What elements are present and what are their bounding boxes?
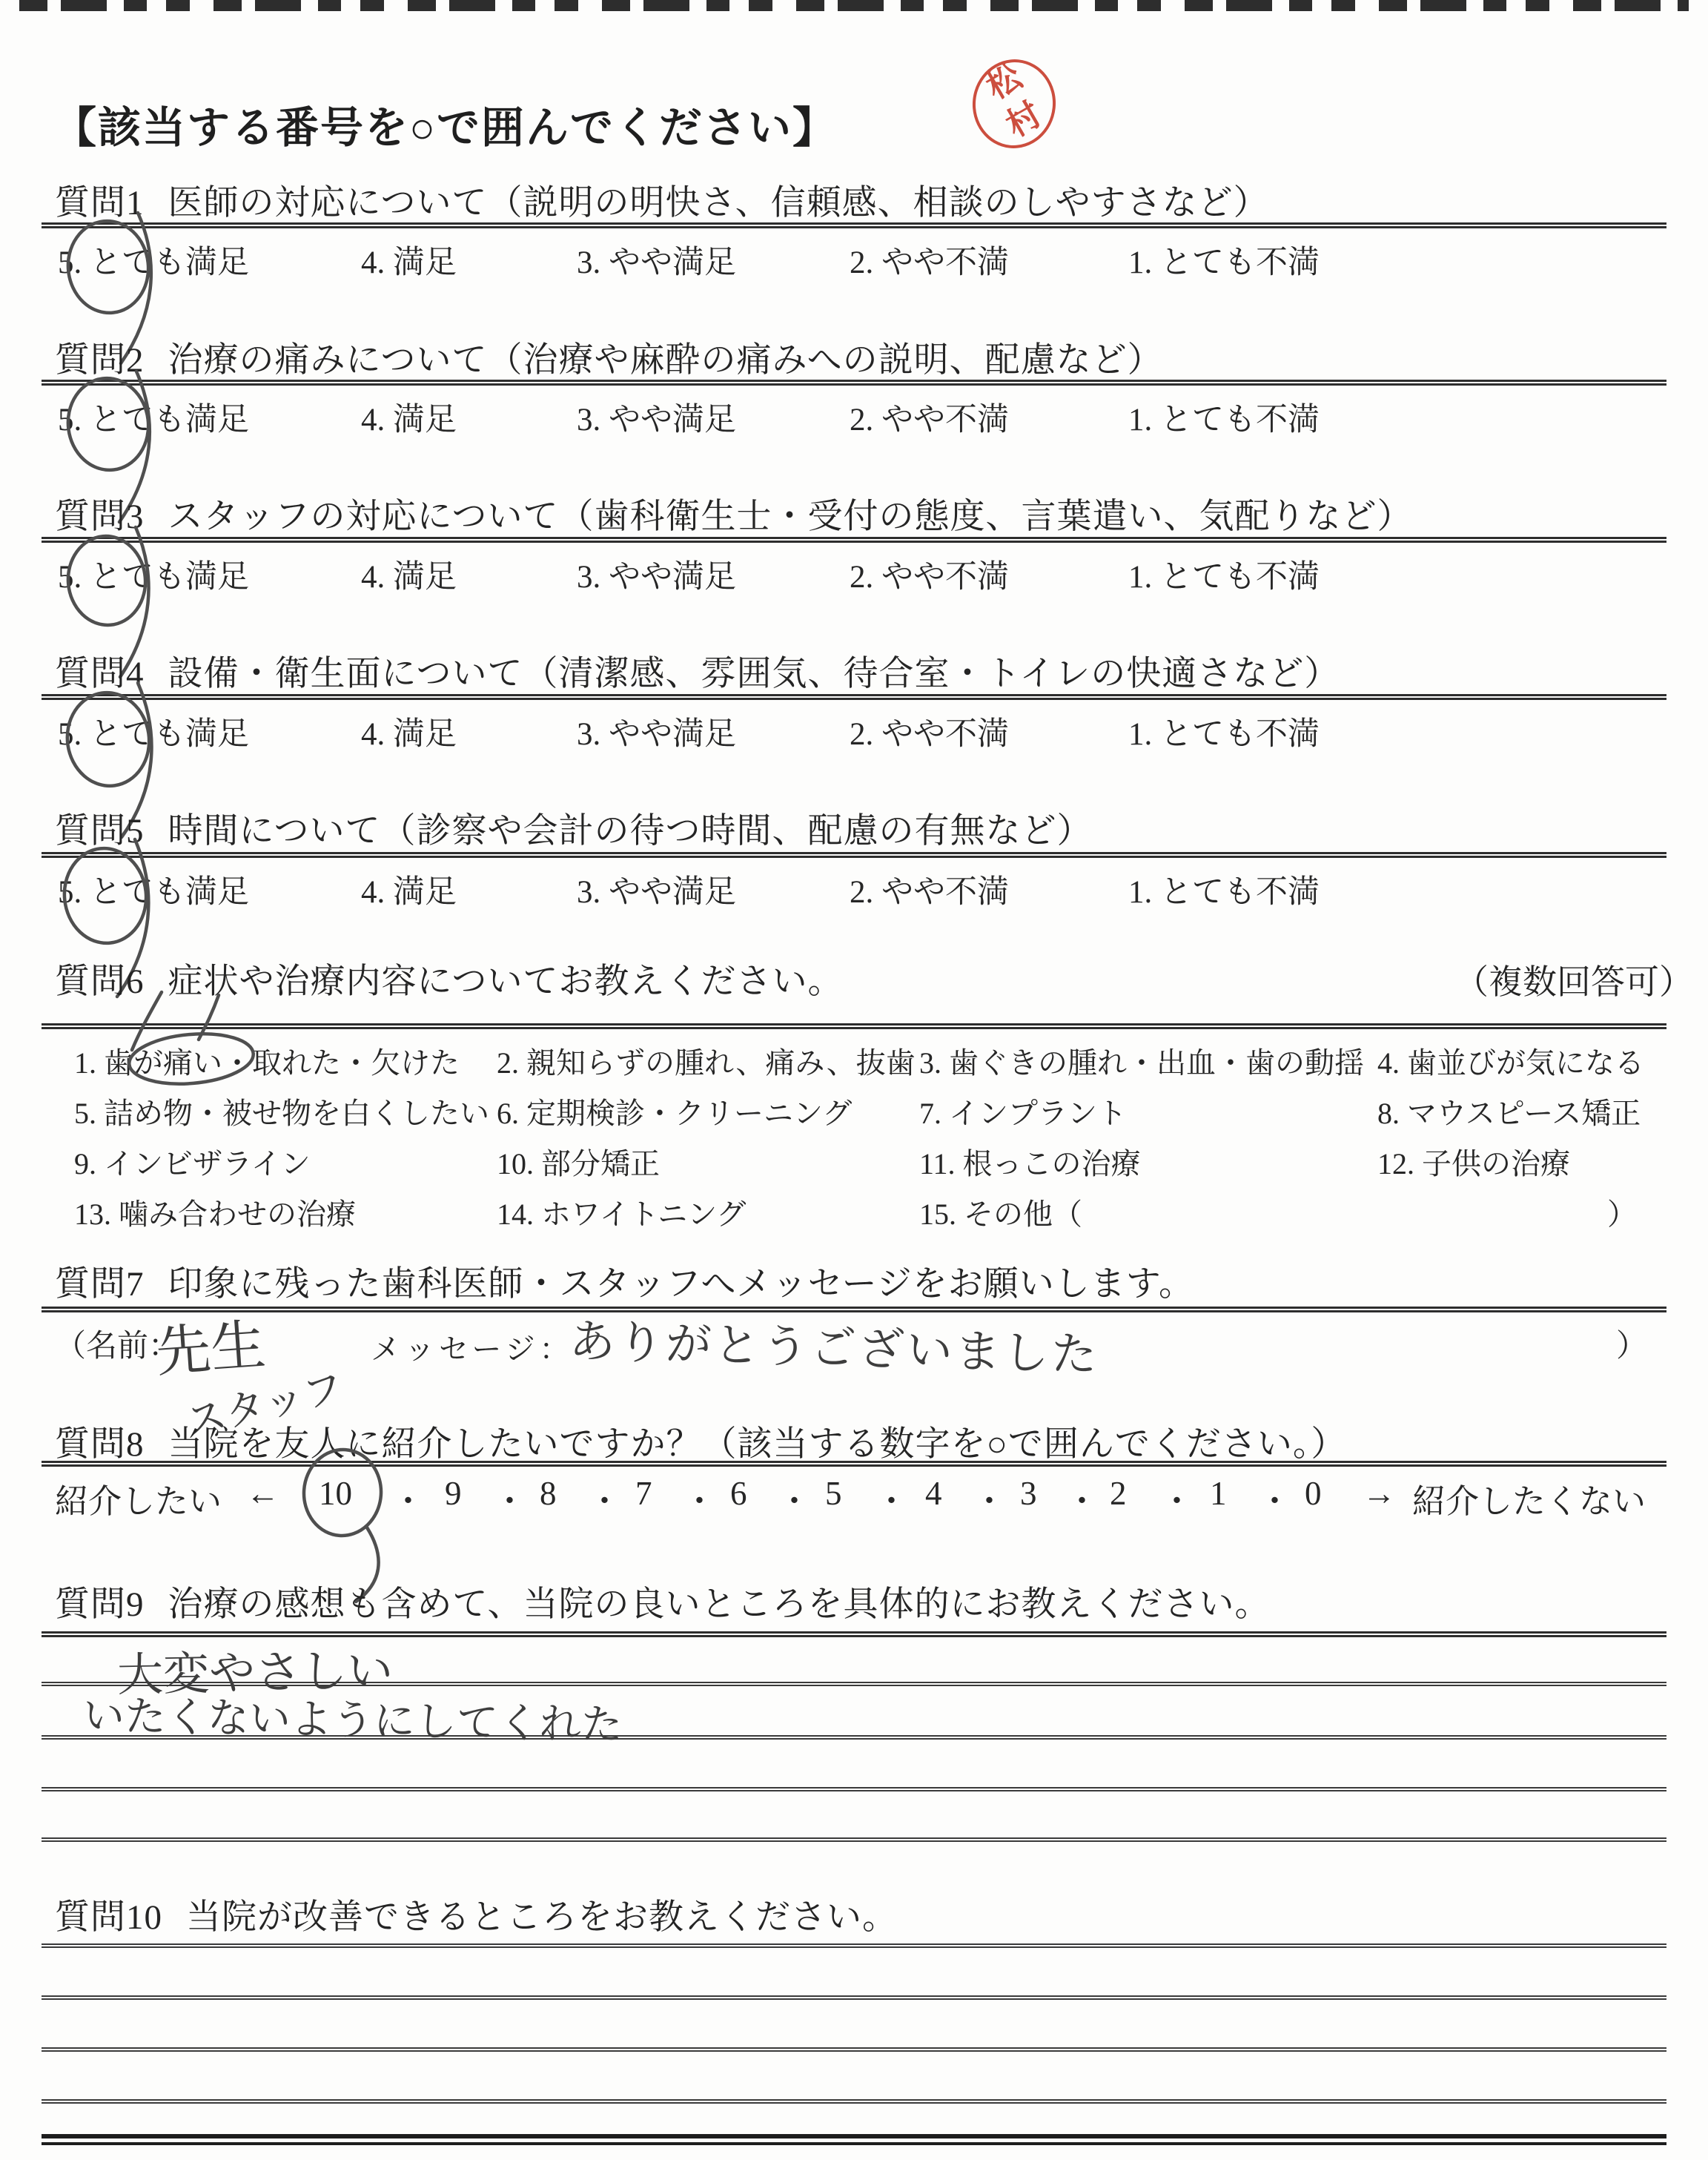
- handwritten-name-2[interactable]: スタッフ: [181, 1364, 348, 1446]
- question-9-header: [55, 1576, 1271, 1626]
- q2-option-5[interactable]: 5. とても満足: [58, 403, 249, 437]
- question-8-header: [55, 1416, 1346, 1466]
- question-5-label: 質問5: [55, 812, 145, 851]
- left-arrow-icon: ←: [246, 1475, 279, 1512]
- q7-close-paren: ）: [1616, 1330, 1648, 1364]
- q6-option-3[interactable]: 3. 歯ぐきの腫れ・出血・歯の動揺: [919, 1046, 1364, 1080]
- q2-option-4[interactable]: 4. 満足: [361, 403, 457, 437]
- nps-10[interactable]: 10: [319, 1475, 352, 1512]
- q1-option-1[interactable]: 1. とても不満: [1128, 245, 1320, 280]
- handwritten-circle-q6: [89, 986, 326, 1105]
- q2-option-3[interactable]: 3. やや満足: [577, 403, 736, 437]
- q3-option-3[interactable]: 3. やや満足: [577, 560, 736, 595]
- divider-rule: [42, 222, 1666, 228]
- q3-option-5[interactable]: 5. とても満足: [58, 560, 249, 595]
- question-9-title: 治療の感想も含めて、当院の良いところを具体的にお教えください。: [168, 1585, 1271, 1624]
- q10-answer-line[interactable]: [42, 2099, 1666, 2104]
- q2-option-1[interactable]: 1. とても不満: [1128, 403, 1320, 437]
- question-8-title: 当院を友人に紹介したいですか？（該当する数字を○で囲んでください。）: [168, 1425, 1347, 1464]
- question-4-header: [55, 646, 1340, 696]
- nps-6[interactable]: 6: [730, 1475, 747, 1512]
- nps-right-label: 紹介したくない: [1412, 1483, 1646, 1520]
- divider-rule: [42, 694, 1666, 700]
- question-9-label: 質問9: [55, 1585, 145, 1624]
- q6-option-6[interactable]: 6. 定期検診・クリーニング: [497, 1097, 853, 1130]
- q5-option-3[interactable]: 3. やや満足: [577, 875, 736, 910]
- divider-rule: [42, 537, 1666, 543]
- right-arrow-icon: →: [1363, 1475, 1396, 1512]
- stamp-char-1: 松: [980, 57, 1028, 107]
- q4-option-5[interactable]: 5. とても満足: [58, 717, 249, 752]
- multiple-answers-note: （複数回答可）: [1454, 963, 1693, 1001]
- dot-separator: ・: [1160, 1483, 1194, 1520]
- dot-separator: ・: [493, 1483, 527, 1520]
- q6-option-11[interactable]: 11. 根っこの治療: [919, 1147, 1141, 1180]
- q1-option-5[interactable]: 5. とても満足: [58, 245, 249, 280]
- q6-option-15-close-paren: ）: [1607, 1198, 1637, 1231]
- question-3-label: 質問3: [55, 498, 145, 536]
- nps-1[interactable]: 1: [1210, 1475, 1227, 1512]
- q3-option-4[interactable]: 4. 満足: [361, 560, 457, 595]
- q1-option-4[interactable]: 4. 満足: [361, 245, 457, 280]
- nps-2[interactable]: 2: [1110, 1475, 1127, 1512]
- handwritten-feedback-1[interactable]: 大変やさしい: [116, 1642, 394, 1702]
- q1-option-3[interactable]: 3. やや満足: [577, 245, 736, 280]
- q6-option-4[interactable]: 4. 歯並びが気になる: [1377, 1046, 1644, 1080]
- nps-3[interactable]: 3: [1020, 1475, 1037, 1512]
- q5-option-5[interactable]: 5. とても満足: [58, 875, 249, 910]
- question-5-header: [55, 803, 1093, 853]
- question-2-title: 治療の痛みについて（治療や麻酔の痛みへの説明、配慮など）: [168, 341, 1163, 380]
- q6-option-10[interactable]: 10. 部分矯正: [497, 1147, 660, 1180]
- q10-answer-line[interactable]: [42, 2047, 1666, 2052]
- q6-option-8[interactable]: 8. マウスピース矯正: [1377, 1097, 1641, 1130]
- question-10-label: 質問10: [55, 1898, 162, 1937]
- question-6-label: 質問6: [55, 962, 145, 1001]
- nps-8[interactable]: 8: [540, 1475, 557, 1512]
- scan-artifact-top: [19, 0, 1689, 11]
- q10-answer-line[interactable]: [42, 1995, 1666, 2000]
- dot-separator: ・: [391, 1483, 426, 1520]
- q9-answer-line[interactable]: [42, 1787, 1666, 1791]
- question-10-header: [55, 1889, 898, 1939]
- q6-option-2[interactable]: 2. 親知らずの腫れ、痛み、抜歯: [497, 1046, 916, 1080]
- question-8-label: 質問8: [55, 1425, 145, 1464]
- page-title: 【該当する番号を○で囲んでください】: [53, 103, 838, 152]
- q5-option-4[interactable]: 4. 満足: [361, 875, 457, 910]
- dot-separator: ・: [778, 1483, 812, 1520]
- q6-option-5[interactable]: 5. 詰め物・被せ物を白くしたい: [74, 1097, 489, 1130]
- nps-left-label: 紹介したい: [55, 1483, 222, 1520]
- question-5-title: 時間について（診察や会計の待つ時間、配慮の有無など）: [168, 812, 1093, 851]
- question-3-title: スタッフの対応について（歯科衛生士・受付の態度、言葉遣い、気配りなど）: [168, 498, 1413, 536]
- q6-option-12[interactable]: 12. 子供の治療: [1377, 1147, 1570, 1180]
- nps-9[interactable]: 9: [445, 1475, 462, 1512]
- q4-option-1[interactable]: 1. とても不満: [1128, 717, 1320, 752]
- nps-0[interactable]: 0: [1305, 1475, 1322, 1512]
- stamp-char-2: 村: [1000, 95, 1048, 145]
- question-2-header: [55, 332, 1163, 382]
- question-1-header: [55, 175, 1269, 225]
- page-bottom-rule: [42, 2134, 1666, 2145]
- question-10-title: 当院が改善できるところをお教えください。: [186, 1898, 898, 1937]
- q6-option-9[interactable]: 9. インビザライン: [74, 1147, 311, 1180]
- divider-rule: [42, 1461, 1666, 1467]
- q6-option-14[interactable]: 14. ホワイトニング: [497, 1198, 747, 1231]
- dot-separator: ・: [683, 1483, 717, 1520]
- handwritten-message[interactable]: ありがとうございました: [569, 1313, 1100, 1382]
- q6-option-1[interactable]: 1. 歯が痛い・取れた・欠けた: [74, 1046, 460, 1080]
- q6-option-7[interactable]: 7. インプラント: [919, 1097, 1127, 1130]
- q6-option-13[interactable]: 13. 噛み合わせの治療: [74, 1198, 356, 1231]
- q5-option-2[interactable]: 2. やや不満: [850, 875, 1009, 910]
- dot-separator: ・: [973, 1483, 1007, 1520]
- dot-separator: ・: [1258, 1483, 1292, 1520]
- question-3-header: [55, 489, 1413, 538]
- q10-answer-line[interactable]: [42, 1943, 1666, 1948]
- question-4-title: 設備・衛生面について（清潔感、雰囲気、待合室・トイレの快適さなど）: [168, 655, 1340, 693]
- divider-rule: [42, 380, 1666, 386]
- message-field-label: メッセージ：: [371, 1332, 574, 1366]
- question-6-title: 症状や治療内容についてお教えください。: [168, 962, 844, 1001]
- q1-option-2[interactable]: 2. やや不満: [850, 245, 1009, 280]
- question-7-label: 質問7: [55, 1265, 145, 1304]
- nps-5[interactable]: 5: [825, 1475, 842, 1512]
- nps-4[interactable]: 4: [925, 1475, 942, 1512]
- q3-option-1[interactable]: 1. とても不満: [1128, 560, 1320, 595]
- q4-option-2[interactable]: 2. やや不満: [850, 717, 1009, 752]
- question-1-title: 医師の対応について（説明の明快さ、信頼感、相談のしやすさなど）: [168, 184, 1269, 222]
- name-field-label: （名前：: [55, 1330, 180, 1364]
- q5-option-1[interactable]: 1. とても不満: [1128, 875, 1320, 910]
- q4-option-3[interactable]: 3. やや満足: [577, 717, 736, 752]
- question-2-label: 質問2: [55, 341, 145, 380]
- q3-option-2[interactable]: 2. やや不満: [850, 560, 1009, 595]
- handwritten-feedback-2[interactable]: いたくないようにしてくれた: [82, 1691, 623, 1750]
- divider-rule: [42, 852, 1666, 858]
- dot-separator: ・: [875, 1483, 909, 1520]
- q9-answer-line[interactable]: [42, 1837, 1666, 1842]
- hanko-stamp: [968, 55, 1060, 152]
- question-7-title: 印象に残った歯科医師・スタッフへメッセージをお願いします。: [168, 1265, 1194, 1304]
- dot-separator: ・: [588, 1483, 622, 1520]
- q4-option-4[interactable]: 4. 満足: [361, 717, 457, 752]
- nps-7[interactable]: 7: [635, 1475, 652, 1512]
- question-1-label: 質問1: [55, 184, 145, 222]
- question-7-header: [55, 1256, 1194, 1306]
- question-4-label: 質問4: [55, 655, 145, 693]
- dot-separator: ・: [1065, 1483, 1099, 1520]
- q6-option-15[interactable]: 15. その他（: [919, 1198, 1082, 1231]
- q2-option-2[interactable]: 2. やや不満: [850, 403, 1009, 437]
- handwritten-name[interactable]: 先生: [153, 1312, 268, 1385]
